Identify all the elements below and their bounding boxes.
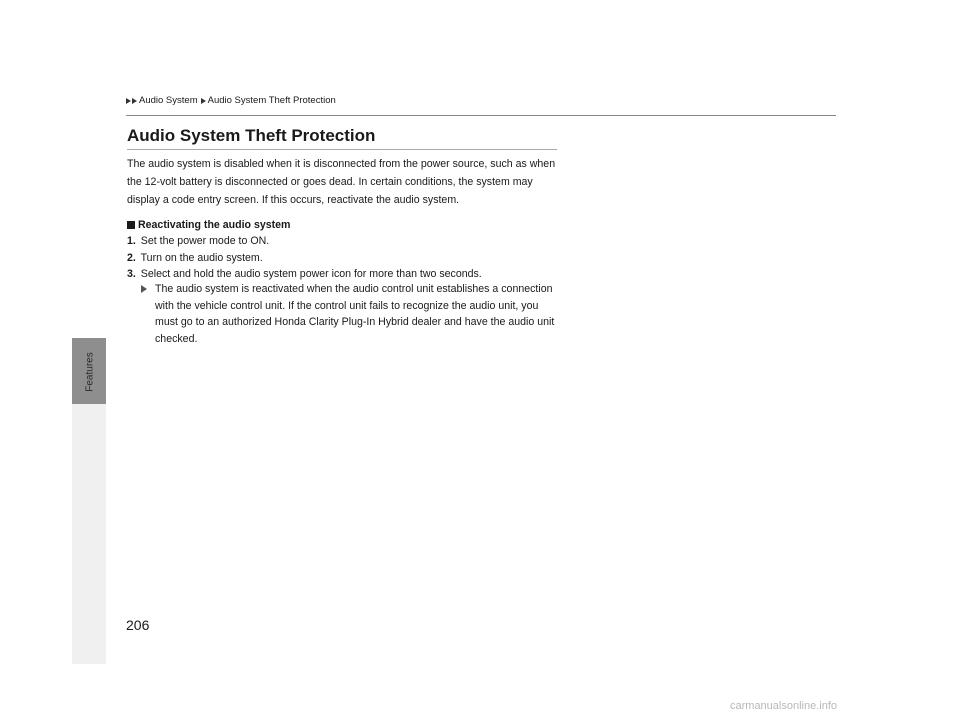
- note-arrow-icon: [141, 285, 147, 293]
- breadcrumb-item[interactable]: Audio System: [139, 95, 198, 106]
- step-text: Turn on the audio system.: [140, 251, 263, 264]
- title-divider: [127, 149, 557, 150]
- square-bullet-icon: [127, 221, 135, 229]
- breadcrumb-item[interactable]: Audio System Theft Protection: [207, 95, 336, 106]
- breadcrumb-arrow-icon: [201, 98, 206, 104]
- watermark: carmanualsonline.info: [730, 700, 838, 712]
- step-number: 1.: [127, 235, 136, 247]
- list-item: [127, 250, 567, 267]
- step-note: [141, 281, 561, 347]
- step-text: Set the power mode to ON.: [140, 235, 270, 247]
- list-item: [127, 233, 567, 250]
- subheading-text: Reactivating the audio system: [138, 219, 291, 231]
- steps-list: [127, 233, 567, 283]
- step-number: 2.: [127, 251, 136, 264]
- note-text: The audio system is reactivated when the audio control unit establishes a connection with the vehicle control unit. If the control unit fails to recognize the audio unit, you must go to an authorized Honda Clarity Plug-In Hybrid dealer and have the audio unit checked.: [155, 283, 555, 345]
- step-text: Select and hold the audio system power icon for more than two seconds.: [140, 268, 482, 280]
- breadcrumb-arrow-icon: [132, 98, 137, 104]
- side-tab-rail: [72, 404, 106, 664]
- breadcrumb: [126, 95, 339, 106]
- breadcrumb-arrow-icon: [126, 98, 131, 104]
- page-number: 206: [126, 617, 150, 633]
- step-number: 3.: [127, 268, 136, 280]
- intro-paragraph: The audio system is disabled when it is disconnected from the power source, such as when the 12-volt battery is disconnected or goes dead. In certain conditions, the system may display a code entry screen. If this occurs, reactivate the audio system.: [127, 158, 556, 206]
- subheading: [127, 217, 290, 233]
- header-divider: [126, 115, 836, 116]
- page-title: Audio System Theft Protection: [127, 126, 376, 145]
